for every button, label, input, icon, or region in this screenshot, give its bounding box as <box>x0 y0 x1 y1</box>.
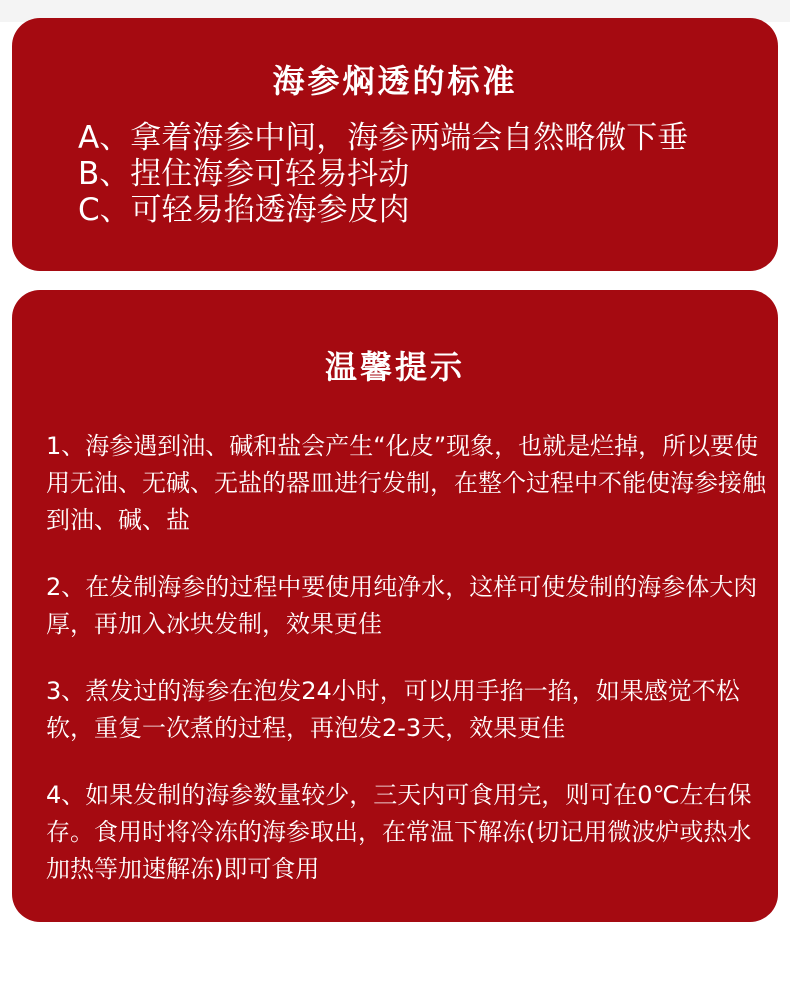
standard-list <box>78 120 688 228</box>
tip-item-3: 3、煮发过的海参在泡发24小时，可以用手掐一掐，如果感觉不松软，重复一次煮的过程，再泡发2-3天，效果更佳 <box>46 677 740 742</box>
standard-card-title: 海参焖透的标准 <box>272 62 518 100</box>
tips-card <box>12 290 778 922</box>
tip-item-4: 4、如果发制的海参数量较少，三天内可食用完，则可在0℃左右保存。食用时将冷冻的海参取出，在常温下解冻(切记用微波炉或热水加热等加速解冻)即可食用 <box>46 781 752 883</box>
tips-list <box>46 428 766 918</box>
tip-item-2: 2、在发制海参的过程中要使用纯净水，这样可使发制的海参体大肉厚，再加入冰块发制，效果更佳 <box>46 573 758 638</box>
soaking-standard-card <box>12 18 778 271</box>
standard-item-a: A、拿着海参中间，海参两端会自然略微下垂 <box>78 120 689 156</box>
standard-item-c: C、可轻易掐透海参皮肉 <box>78 192 410 228</box>
standard-item-b: B、捏住海参可轻易抖动 <box>78 156 410 192</box>
tips-card-title: 温馨提示 <box>324 348 465 386</box>
tip-item-1: 1、海参遇到油、碱和盐会产生“化皮”现象，也就是烂掉，所以要使用无油、无碱、无盐的器皿进行发制，在整个过程中不能使海参接触到油、碱、盐 <box>46 432 766 534</box>
